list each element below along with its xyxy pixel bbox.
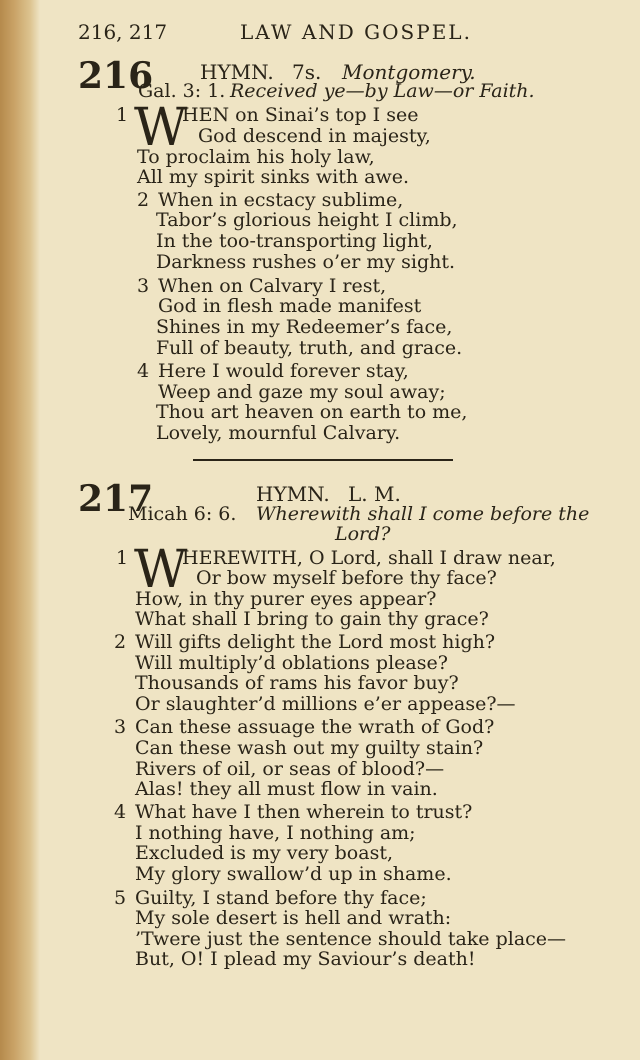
verse-line: In the too-transporting light,	[156, 230, 433, 252]
verse-line: Can these assuage the wrath of God?	[135, 716, 495, 738]
verse-line: Or slaughter’d millions e’er appease?—	[135, 693, 516, 715]
verse-line: God descend in majesty,	[198, 125, 431, 147]
hymn-216-verse-3-number: 3	[137, 275, 150, 297]
verse-line: How, in thy purer eyes appear?	[135, 588, 437, 610]
hymn-216-verse-2-number: 2	[137, 189, 150, 211]
verse-line: Alas! they all must flow in vain.	[135, 778, 438, 800]
verse-line: Will gifts delight the Lord most high?	[135, 631, 496, 653]
hymn-217-verse-1-number: 1	[116, 547, 129, 569]
verse-line: God in flesh made manifest	[158, 295, 422, 317]
hymn-216-dropcap: W	[134, 98, 188, 158]
hymn-217-verse-4-number: 4	[114, 801, 127, 823]
hymn-216-verse-1-number: 1	[116, 104, 129, 126]
verse-line: Shines in my Redeemer’s face,	[156, 316, 453, 338]
verse-line: Or bow myself before thy face?	[196, 567, 497, 589]
hymn-216-scripture: Gal. 3: 1.	[138, 80, 226, 102]
verse-line: To proclaim his holy law,	[137, 146, 375, 168]
verse-line: Lovely, mournful Calvary.	[156, 422, 401, 444]
verse-line: Will multiply’d oblations please?	[135, 652, 448, 674]
hymn-216-label: HYMN.	[200, 60, 274, 84]
verse-line: Guilty, I stand before thy face;	[135, 887, 427, 909]
hymn-divider	[193, 459, 453, 461]
verse-line: Here I would forever stay,	[158, 360, 409, 382]
verse-line: Tabor’s glorious height I climb,	[156, 209, 458, 231]
hymn-217-scripture: Micah 6: 6.	[128, 503, 237, 525]
hymn-216-verse-4-number: 4	[137, 360, 150, 382]
hymn-217-verse-5-number: 5	[114, 887, 127, 909]
verse-line: Thou art heaven on earth to me,	[156, 401, 468, 423]
verse-line: Rivers of oil, or seas of blood?—	[135, 758, 445, 780]
verse-line: HEREWITH, O Lord, shall I draw near,	[182, 547, 556, 569]
hymn-217-label: HYMN.	[256, 482, 330, 506]
hymn-217-number: 217	[78, 478, 154, 520]
hymn-216-meter: 7s.	[292, 60, 322, 84]
verse-line: My sole desert is hell and wrath:	[135, 907, 452, 929]
verse-line: Weep and gaze my soul away;	[158, 381, 446, 403]
verse-line: Thousands of rams his favor buy?	[135, 672, 459, 694]
verse-line: When in ecstacy sublime,	[158, 189, 404, 211]
verse-line: ’Twere just the sentence should take place—	[135, 928, 567, 950]
verse-line: Excluded is my very boast,	[135, 842, 393, 864]
verse-line: Can these wash out my guilty stain?	[135, 737, 484, 759]
verse-line: I nothing have, I nothing am;	[135, 822, 416, 844]
hymn-216-tune: Montgomery.	[342, 60, 476, 84]
hymn-216-number: 216	[78, 55, 154, 97]
hymn-217-meter: L. M.	[348, 482, 401, 506]
hymn-216-text-ref: Received ye—by Law—or Faith.	[230, 80, 535, 102]
verse-line: When on Calvary I rest,	[158, 275, 387, 297]
verse-line: Darkness rushes o’er my sight.	[156, 251, 456, 273]
verse-line: But, O! I plead my Saviour’s death!	[135, 948, 476, 970]
running-title: LAW AND GOSPEL.	[240, 20, 472, 44]
verse-line: HEN on Sinai’s top I see	[182, 104, 419, 126]
hymn-217-text-ref-continued: Lord?	[335, 523, 391, 545]
verse-line: What shall I bring to gain thy grace?	[135, 608, 489, 630]
hymn-217-verse-3-number: 3	[114, 716, 127, 738]
hymn-217-text-ref: Wherewith shall I come before the	[256, 503, 590, 525]
hymn-217-verse-2-number: 2	[114, 631, 127, 653]
verse-line: All my spirit sinks with awe.	[137, 166, 410, 188]
verse-line: Full of beauty, truth, and grace.	[156, 337, 463, 359]
hymn-217-dropcap: W	[134, 540, 188, 600]
page-numbers: 216, 217	[78, 20, 168, 44]
verse-line: What have I then wherein to trust?	[135, 801, 473, 823]
verse-line: My glory swallow’d up in shame.	[135, 863, 452, 885]
